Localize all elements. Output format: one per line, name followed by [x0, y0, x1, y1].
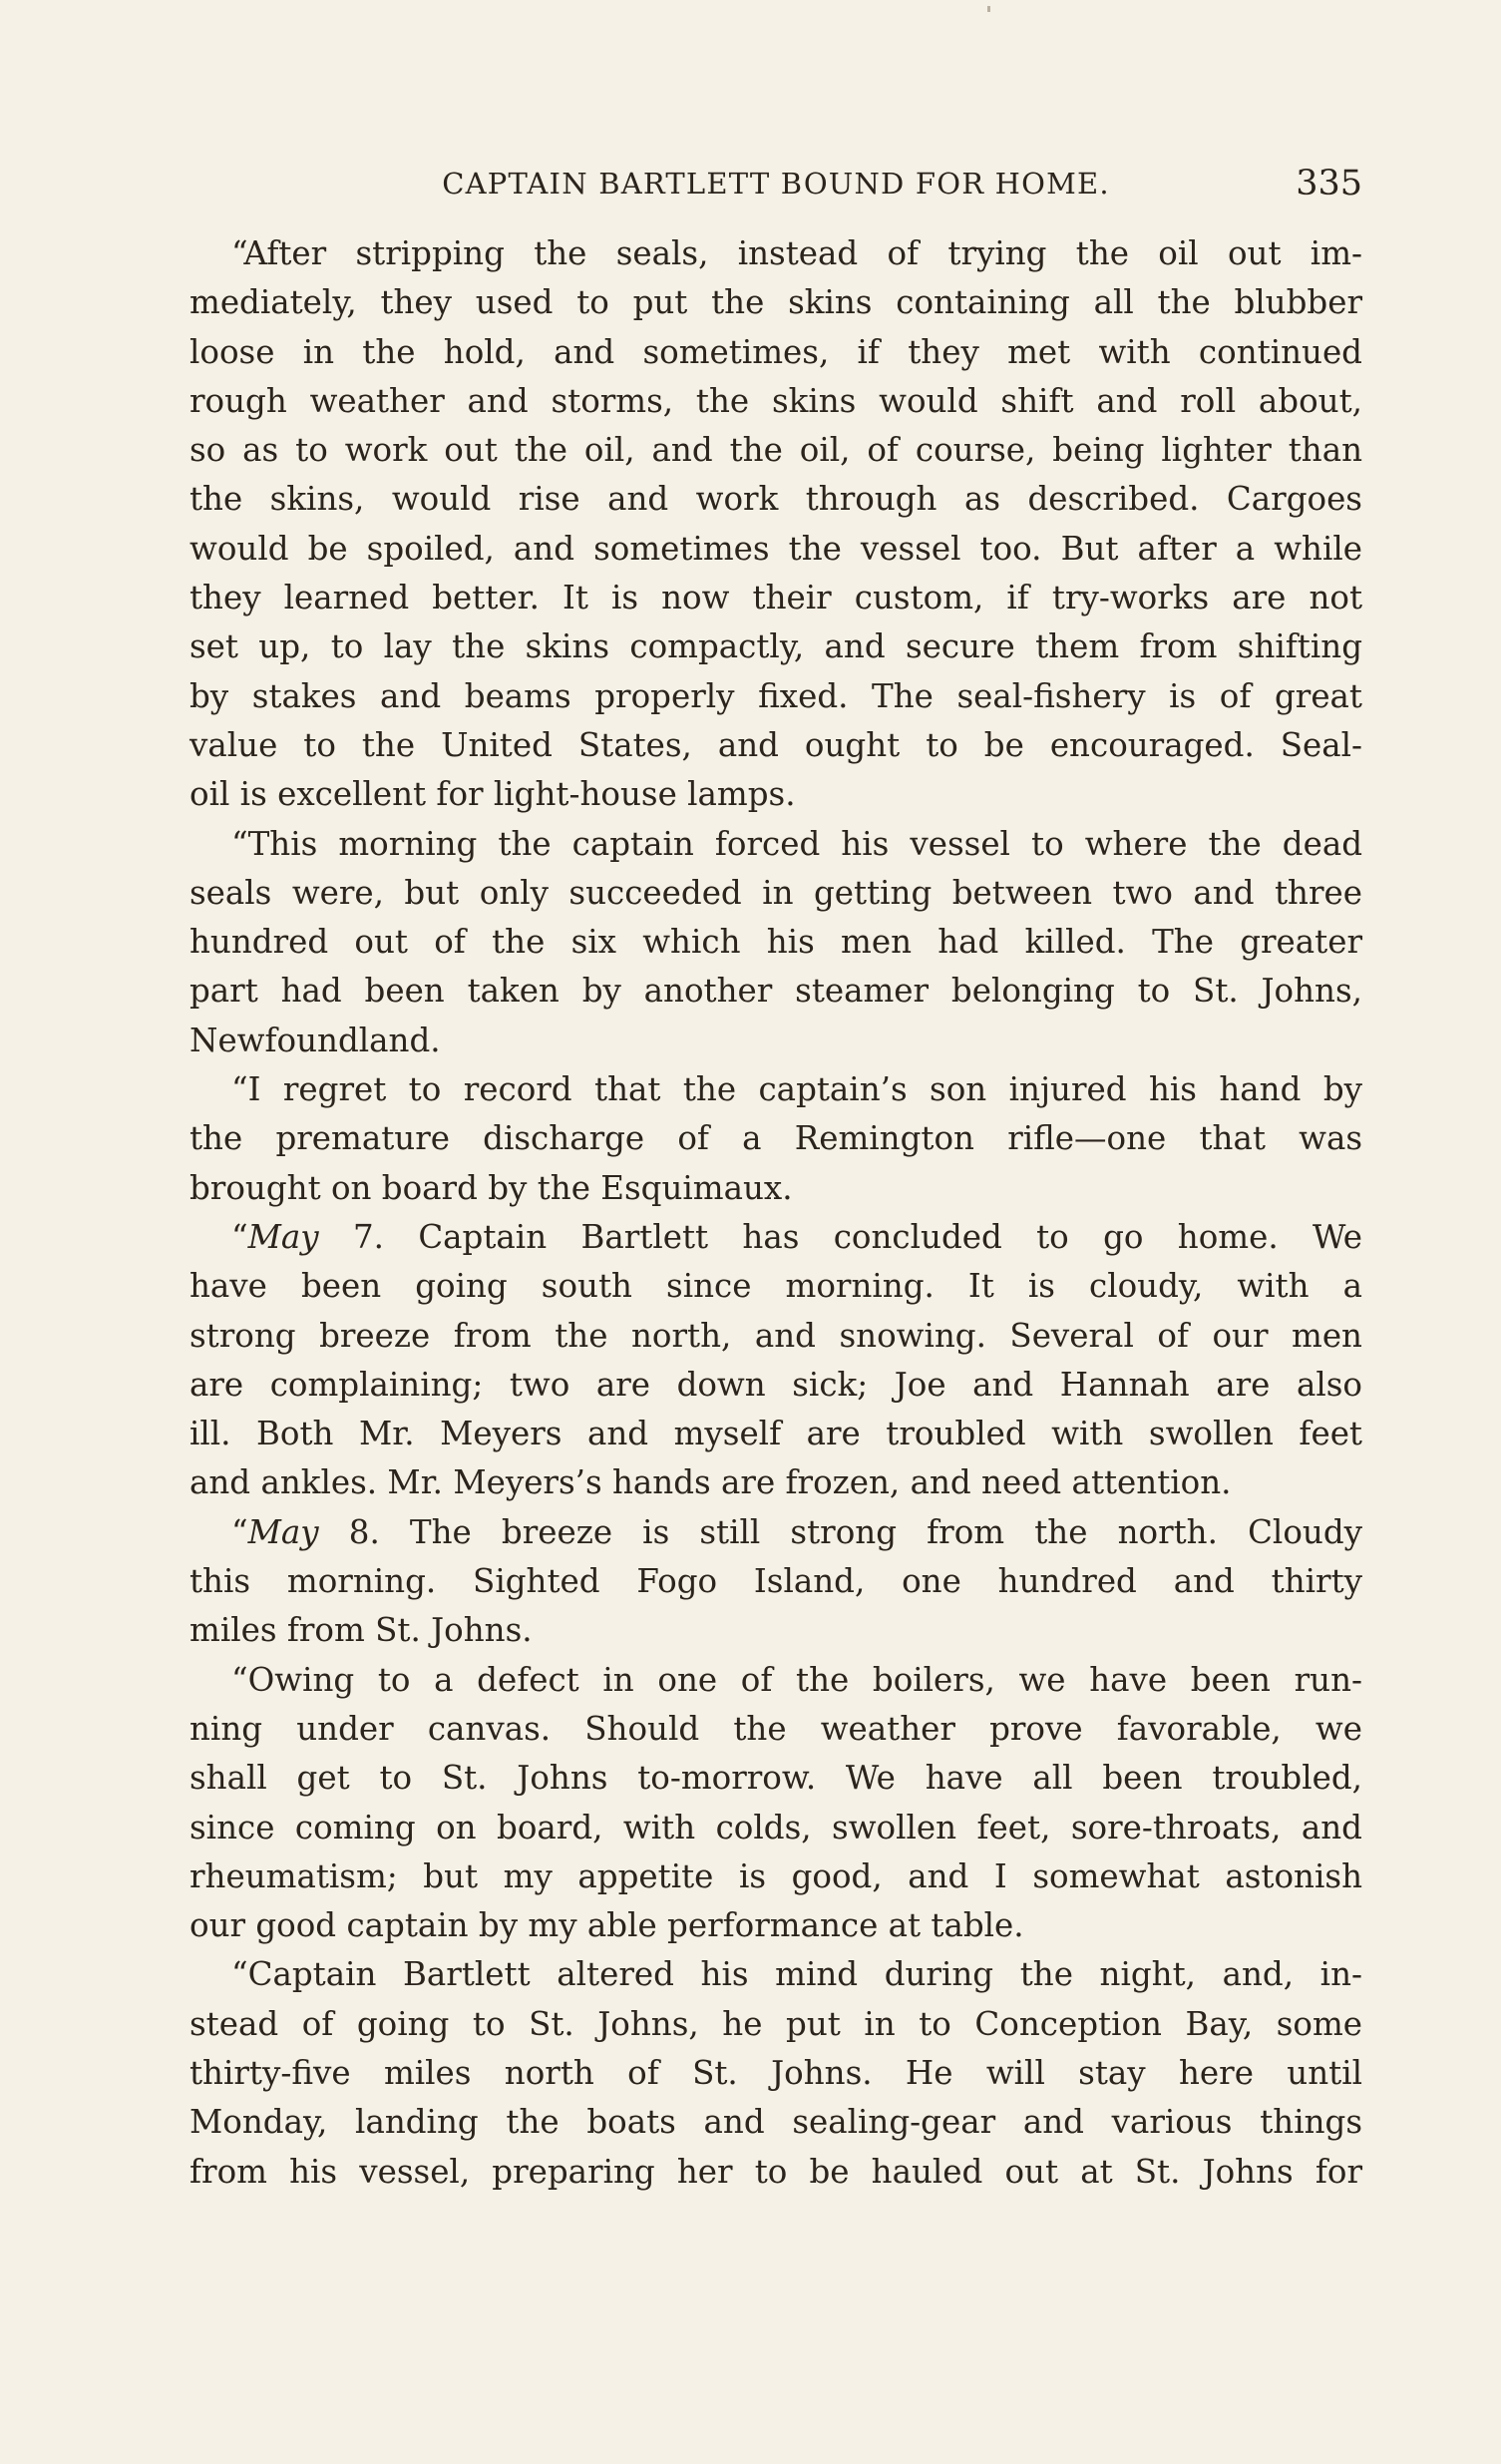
text-line: have been going south since morning. It is cloudy, with a [189, 1267, 1362, 1306]
text-line: rheumatism; but my appetite is good, and I somewhat astonish [189, 1856, 1362, 1895]
text-line: stead of going to St. Johns, he put in to Conception Bay, some [189, 2004, 1362, 2043]
text-line: thirty-five miles north of St. Johns. He will stay here until [189, 2053, 1362, 2092]
text-line: “This morning the captain forced his vessel to where the dead [231, 824, 1362, 863]
text-line: our good captain by my able performance at table. [189, 1906, 1024, 1945]
text-line: they learned better. It is now their custom, if try-works are not [189, 579, 1362, 617]
text-line [189, 1508, 1362, 1557]
text-line: seals were, but only succeeded in getting between two and three [189, 873, 1362, 912]
text-line: by stakes and beams properly fixed. The seal-fishery is of great [189, 676, 1362, 715]
text-line [189, 1213, 1362, 1262]
text-line: part had been taken by another steamer belonging to St. Johns, [189, 972, 1362, 1011]
text-line: loose in the hold, and sometimes, if they met with continued [189, 332, 1362, 371]
text-line: ning under canvas. Should the weather prove favorable, we [189, 1709, 1362, 1748]
text-line: “Owing to a defect in one of the boilers, we have been run- [231, 1660, 1362, 1699]
text-line: the premature discharge of a Remington rifle—one that was [189, 1119, 1362, 1158]
text-line: rough weather and storms, the skins would shift and roll about, [189, 381, 1362, 420]
text-line: “I regret to record that the captain’s son injured his hand by [231, 1070, 1362, 1109]
text-line: and ankles. Mr. Meyers’s hands are frozen, and need attention. [189, 1463, 1232, 1502]
page-number: 335 [1296, 164, 1362, 204]
date-month: May [247, 1217, 319, 1256]
text-line: ill. Both Mr. Meyers and myself are troubled with swollen feet [189, 1415, 1362, 1453]
text-line: brought on board by the Esquimaux. [189, 1168, 793, 1207]
text-line: value to the United States, and ought to be encouraged. Seal- [189, 725, 1362, 764]
text-line: since coming on board, with colds, swollen feet, sore-throats, and [189, 1808, 1362, 1847]
text-line: Newfoundland. [189, 1021, 441, 1059]
body-text [189, 229, 1362, 2197]
line-text: 7. Captain Bartlett has concluded to go home. We [318, 1217, 1362, 1256]
running-title: CAPTAIN BARTLETT BOUND FOR HOME. [442, 167, 1110, 201]
running-head [189, 162, 1362, 205]
text-line: set up, to lay the skins compactly, and secure them from shifting [189, 627, 1362, 666]
text-line: would be spoiled, and sometimes the vessel too. But after a while [189, 529, 1362, 568]
text-line: oil is excellent for light-house lamps. [189, 775, 796, 814]
text-line: are complaining; two are down sick; Joe and Hannah are also [189, 1365, 1362, 1404]
text-line: the skins, would rise and work through as described. Cargoes [189, 480, 1362, 519]
text-line: miles from St. Johns. [189, 1611, 533, 1650]
text-line: from his vessel, preparing her to be hauled out at St. Johns for [189, 2152, 1362, 2191]
quote-mark: “ [231, 1217, 248, 1256]
text-line: Monday, landing the boats and sealing-gear and various things [189, 2103, 1362, 2142]
quote-mark: “ [231, 1512, 248, 1551]
text-line: strong breeze from the north, and snowing. Several of our men [189, 1316, 1362, 1355]
text-line: “Captain Bartlett altered his mind during the night, and, in- [231, 1955, 1362, 1994]
text-line: shall get to St. Johns to-morrow. We have all been troubled, [189, 1759, 1362, 1798]
text-line: so as to work out the oil, and the oil, of course, being lighter than [189, 431, 1362, 470]
text-line: mediately, they used to put the skins containing all the blubber [189, 283, 1362, 322]
line-text: 8. The breeze is still strong from the north. Cloudy [318, 1512, 1362, 1551]
text-line: “After stripping the seals, instead of trying the oil out im- [231, 234, 1362, 272]
text-line: this morning. Sighted Fogo Island, one hundred and thirty [189, 1562, 1362, 1601]
text-line: hundred out of the six which his men had killed. The greater [189, 923, 1362, 962]
date-month: May [247, 1512, 319, 1551]
printer-mark [987, 6, 990, 12]
